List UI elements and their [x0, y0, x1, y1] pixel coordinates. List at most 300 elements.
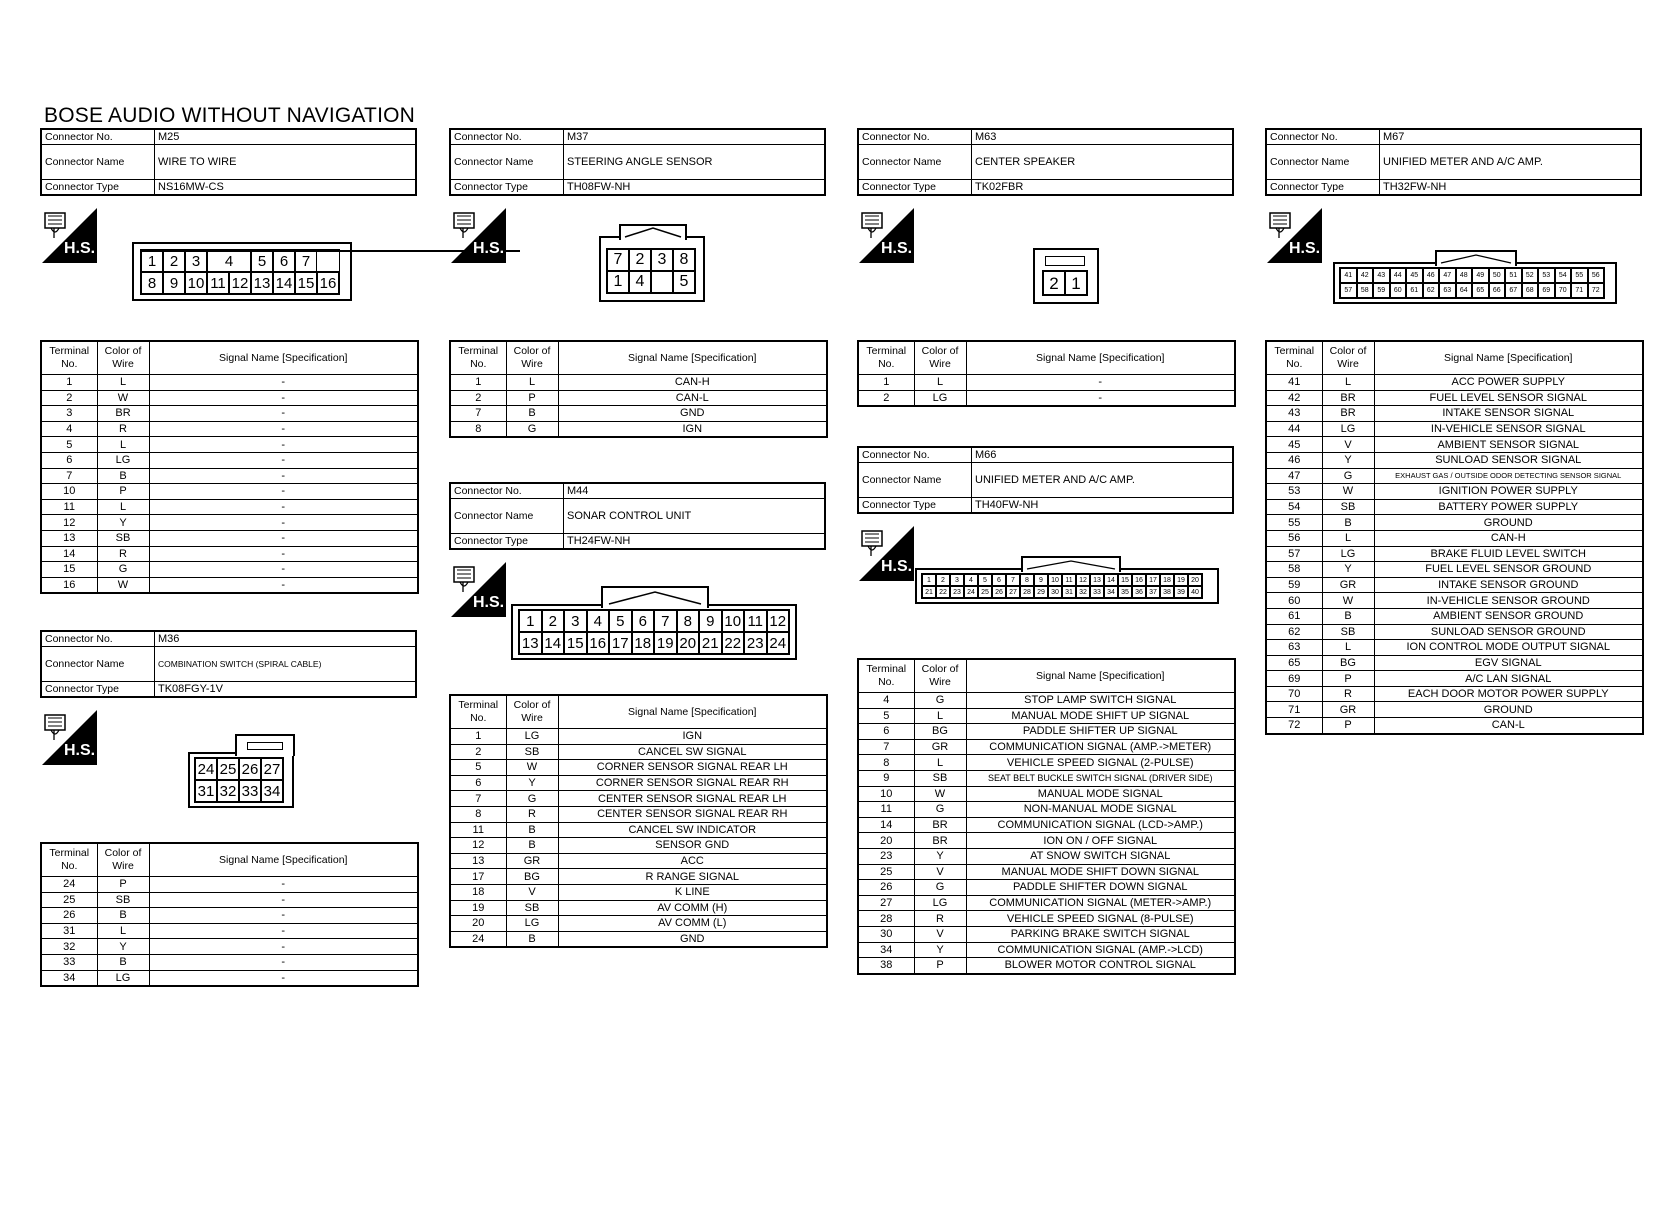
signal-name-header: Signal Name [Specification]	[966, 659, 1235, 693]
wire-color-cell: Y	[1322, 562, 1374, 578]
connector-housing	[1333, 262, 1617, 304]
pin-cell: 1	[1065, 271, 1087, 295]
table-row	[41, 452, 418, 468]
pin-cell: 53	[1538, 268, 1555, 283]
signal-name-cell: GROUND	[1374, 702, 1643, 718]
color-of-wire-header: Color of Wire	[97, 843, 149, 877]
table-row	[450, 916, 827, 932]
terminal-cell: 56	[1266, 530, 1322, 546]
terminal-cell: 69	[1266, 671, 1322, 687]
connector-m36	[40, 630, 417, 984]
wire-color-cell: GR	[506, 853, 558, 869]
pin-cell: 13	[251, 272, 273, 294]
pin-cell: 8	[141, 272, 163, 294]
signal-name-cell: CORNER SENSOR SIGNAL REAR RH	[558, 775, 827, 791]
pin-cell: 15	[1118, 574, 1132, 586]
pin-cell: 33	[239, 780, 261, 802]
pin-cell: 4	[629, 271, 651, 293]
table-row	[858, 817, 1235, 833]
wire-color-cell: BR	[97, 406, 149, 422]
pin-cell: 5	[673, 271, 695, 293]
connector-no-value: M36	[155, 631, 417, 647]
pin-cell: 42	[1357, 268, 1374, 283]
terminal-cell: 12	[450, 838, 506, 854]
wire-color-cell: Y	[914, 848, 966, 864]
pin-cell: 23	[744, 632, 767, 654]
signal-name-cell: A/C LAN SIGNAL	[1374, 671, 1643, 687]
harness-side-icon	[451, 562, 506, 617]
terminal-cell: 4	[858, 693, 914, 709]
harness-side-label: H.S.	[64, 240, 96, 257]
wire-color-cell: Y	[97, 515, 149, 531]
connector-no-value: M37	[564, 129, 826, 145]
wire-color-cell: P	[914, 958, 966, 974]
pin-cell: 19	[1174, 574, 1188, 586]
connector-latch	[619, 224, 687, 240]
connector-no-label: Connector No.	[450, 483, 564, 499]
connector-name-value: UNIFIED METER AND A/C AMP.	[1380, 145, 1642, 180]
connector-latch	[1435, 250, 1517, 266]
harness-side-icon	[42, 208, 97, 263]
signal-name-cell: -	[149, 515, 418, 531]
table-row	[41, 421, 418, 437]
pin-cell: 7	[1006, 574, 1020, 586]
harness-side-label: H.S.	[881, 240, 913, 257]
terminal-cell: 1	[450, 729, 506, 745]
harness-side-label: H.S.	[881, 558, 913, 575]
wire-color-cell: SB	[1322, 499, 1374, 515]
table-row	[1266, 530, 1643, 546]
connector-name-label: Connector Name	[1266, 145, 1380, 180]
table-row	[41, 468, 418, 484]
connector-type-label: Connector Type	[41, 180, 155, 196]
terminal-cell: 2	[450, 390, 506, 406]
pin-cell: 12	[1076, 574, 1090, 586]
signal-name-cell: -	[149, 923, 418, 939]
pin-cell: 14	[273, 272, 295, 294]
connector-type-label: Connector Type	[450, 180, 564, 196]
pin-cell: 14	[1104, 574, 1118, 586]
table-row	[450, 729, 827, 745]
signal-name-cell: -	[149, 577, 418, 593]
terminal-cell: 1	[41, 375, 97, 391]
signal-name-cell: AV COMM (L)	[558, 916, 827, 932]
connector-header	[40, 128, 417, 196]
table-row	[1266, 671, 1643, 687]
pin-cell: 21	[922, 586, 936, 598]
wire-color-cell: V	[914, 926, 966, 942]
signal-name-cell: COMMUNICATION SIGNAL (AMP.->LCD)	[966, 942, 1235, 958]
wire-color-cell: L	[914, 708, 966, 724]
pin-cell: 11	[1062, 574, 1076, 586]
harness-side-icon	[859, 526, 914, 581]
table-row	[41, 577, 418, 593]
connector-type-label: Connector Type	[858, 498, 972, 514]
signal-name-cell: COMMUNICATION SIGNAL (METER->AMP.)	[966, 895, 1235, 911]
pin-cell: 48	[1456, 268, 1473, 283]
connector-name-label: Connector Name	[858, 145, 972, 180]
pin-cell: 8	[1020, 574, 1034, 586]
connector-latch	[601, 586, 709, 608]
connector-name-row	[450, 499, 825, 534]
signal-name-cell: -	[149, 892, 418, 908]
wire-color-cell: V	[1322, 437, 1374, 453]
terminal-cell: 8	[858, 755, 914, 771]
signal-table-header	[450, 341, 827, 375]
signal-name-cell: AV COMM (H)	[558, 900, 827, 916]
connector-name-row	[450, 145, 825, 180]
pin-cell: 6	[273, 250, 295, 272]
connector-header	[857, 446, 1234, 514]
wire-color-cell: B	[506, 406, 558, 422]
terminal-cell: 1	[450, 375, 506, 391]
table-row	[1266, 390, 1643, 406]
signal-table	[449, 340, 828, 438]
signal-table	[1265, 340, 1644, 735]
table-row	[1266, 452, 1643, 468]
terminal-cell: 6	[858, 724, 914, 740]
wire-color-cell: B	[97, 468, 149, 484]
signal-name-header: Signal Name [Specification]	[149, 843, 418, 877]
table-row	[858, 786, 1235, 802]
wire-color-cell: L	[1322, 375, 1374, 391]
pin-cell: 25	[978, 586, 992, 598]
table-row	[41, 877, 418, 893]
pin-cell: 3	[950, 574, 964, 586]
terminal-cell: 20	[450, 916, 506, 932]
connector-m63	[857, 128, 1234, 404]
wire-color-cell: P	[1322, 718, 1374, 734]
harness-side-icon	[42, 710, 97, 765]
pin-cell: 13	[1090, 574, 1104, 586]
pin-cell: 60	[1390, 283, 1407, 298]
connector-housing	[599, 236, 705, 302]
signal-name-cell: -	[149, 877, 418, 893]
signal-name-cell: -	[966, 390, 1235, 406]
signal-name-header: Signal Name [Specification]	[149, 341, 418, 375]
pin-cell: 58	[1357, 283, 1374, 298]
pin-cell: 61	[1406, 283, 1423, 298]
harness-side-icon	[1267, 208, 1322, 263]
connector-type-row	[450, 180, 825, 196]
wire-color-cell: W	[97, 390, 149, 406]
pin-cell: 40	[1188, 586, 1202, 598]
terminal-no-header: Terminal No.	[858, 659, 914, 693]
color-of-wire-header: Color of Wire	[506, 695, 558, 729]
wire-color-cell: GR	[1322, 577, 1374, 593]
table-row	[1266, 608, 1643, 624]
harness-side-label: H.S.	[473, 594, 505, 611]
color-of-wire-header: Color of Wire	[914, 659, 966, 693]
table-row	[41, 375, 418, 391]
table-row	[450, 406, 827, 422]
wire-color-cell: L	[506, 375, 558, 391]
pin-cell: 1	[607, 271, 629, 293]
table-row	[1266, 437, 1643, 453]
color-of-wire-header: Color of Wire	[1322, 341, 1374, 375]
pin-cell: 2	[936, 574, 950, 586]
table-row	[858, 802, 1235, 818]
terminal-cell: 62	[1266, 624, 1322, 640]
signal-name-cell: GND	[558, 406, 827, 422]
table-row	[1266, 640, 1643, 656]
terminal-cell: 70	[1266, 686, 1322, 702]
signal-name-cell: SENSOR GND	[558, 838, 827, 854]
pin-cell: 11	[744, 610, 767, 632]
signal-name-cell: IGN	[558, 421, 827, 437]
signal-name-cell: -	[149, 970, 418, 986]
pin-cell: 26	[992, 586, 1006, 598]
connector-latch	[235, 734, 295, 756]
signal-name-cell: EXHAUST GAS / OUTSIDE ODOR DETECTING SENSOR SIGNAL	[1374, 468, 1643, 484]
signal-name-cell: IN-VEHICLE SENSOR SIGNAL	[1374, 421, 1643, 437]
wire-color-cell: SB	[1322, 624, 1374, 640]
pin-cell: 63	[1439, 283, 1456, 298]
connector-no-label: Connector No.	[858, 129, 972, 145]
signal-name-cell: ION ON / OFF SIGNAL	[966, 833, 1235, 849]
pin-cell: 1	[519, 610, 542, 632]
signal-table-header	[41, 341, 418, 375]
pin-cell: 66	[1489, 283, 1506, 298]
connector-no-label: Connector No.	[41, 129, 155, 145]
wire-color-cell: SB	[914, 770, 966, 786]
terminal-cell: 59	[1266, 577, 1322, 593]
wire-color-cell: Y	[1322, 452, 1374, 468]
page-title: BOSE AUDIO WITHOUT NAVIGATION	[44, 104, 416, 127]
wire-color-cell: G	[1322, 468, 1374, 484]
signal-name-cell: -	[149, 954, 418, 970]
pin-cell: 16	[317, 272, 339, 294]
terminal-cell: 16	[41, 577, 97, 593]
table-row	[858, 770, 1235, 786]
terminal-cell: 11	[450, 822, 506, 838]
pin-cell: 62	[1423, 283, 1440, 298]
signal-name-cell: IGNITION POWER SUPPLY	[1374, 484, 1643, 500]
harness-side-label: H.S.	[1289, 240, 1321, 257]
table-row	[450, 390, 827, 406]
wire-color-cell: L	[1322, 530, 1374, 546]
pin-cell: 2	[163, 250, 185, 272]
wire-color-cell: L	[914, 375, 966, 391]
table-row	[41, 515, 418, 531]
signal-table	[857, 658, 1236, 975]
pin-cell: 36	[1132, 586, 1146, 598]
pin-cell: 45	[1406, 268, 1423, 283]
signal-name-cell: -	[149, 390, 418, 406]
table-row	[41, 954, 418, 970]
terminal-cell: 15	[41, 562, 97, 578]
pin-cell	[651, 271, 673, 293]
connector-no-label: Connector No.	[1266, 129, 1380, 145]
terminal-cell: 9	[858, 770, 914, 786]
wire-color-cell: SB	[97, 892, 149, 908]
connector-name-value: STEERING ANGLE SENSOR	[564, 145, 826, 180]
table-row	[858, 708, 1235, 724]
table-row	[858, 848, 1235, 864]
signal-name-header: Signal Name [Specification]	[1374, 341, 1643, 375]
connector-name-row	[1266, 145, 1641, 180]
terminal-cell: 2	[41, 390, 97, 406]
pin-cell: 12	[229, 272, 251, 294]
table-row	[1266, 468, 1643, 484]
signal-name-cell: MANUAL MODE SHIFT UP SIGNAL	[966, 708, 1235, 724]
terminal-cell: 8	[450, 421, 506, 437]
pin-cell: 67	[1505, 283, 1522, 298]
signal-name-cell: CAN-H	[1374, 530, 1643, 546]
table-row	[858, 911, 1235, 927]
signal-name-cell: BATTERY POWER SUPPLY	[1374, 499, 1643, 515]
table-row	[41, 970, 418, 986]
pin-cell: 7	[295, 250, 317, 272]
wire-color-cell: L	[1322, 640, 1374, 656]
terminal-cell: 11	[41, 499, 97, 515]
signal-name-cell: SUNLOAD SENSOR GROUND	[1374, 624, 1643, 640]
table-row	[450, 900, 827, 916]
table-row	[858, 942, 1235, 958]
table-row	[450, 806, 827, 822]
connector-name-value: WIRE TO WIRE	[155, 145, 417, 180]
connector-no-row	[858, 447, 1233, 463]
terminal-cell: 2	[858, 390, 914, 406]
terminal-cell: 65	[1266, 655, 1322, 671]
terminal-cell: 42	[1266, 390, 1322, 406]
connector-type-value: TK02FBR	[972, 180, 1234, 196]
pin-cell: 50	[1489, 268, 1506, 283]
pin-cell: 5	[609, 610, 632, 632]
wire-color-cell: P	[506, 390, 558, 406]
connector-name-row	[41, 647, 416, 682]
signal-name-cell: PARKING BRAKE SWITCH SIGNAL	[966, 926, 1235, 942]
color-of-wire-header: Color of Wire	[506, 341, 558, 375]
terminal-cell: 17	[450, 869, 506, 885]
signal-name-cell: -	[966, 375, 1235, 391]
wire-color-cell: B	[97, 908, 149, 924]
signal-name-cell: -	[149, 406, 418, 422]
terminal-cell: 54	[1266, 499, 1322, 515]
connector-housing	[511, 604, 797, 660]
signal-name-cell: GROUND	[1374, 515, 1643, 531]
connector-type-value: TH40FW-NH	[972, 498, 1234, 514]
pin-cell: 4	[207, 250, 251, 272]
pin-cell: 31	[195, 780, 217, 802]
connector-type-row	[41, 180, 416, 196]
connector-name-label: Connector Name	[450, 145, 564, 180]
signal-name-cell: -	[149, 499, 418, 515]
color-of-wire-header: Color of Wire	[914, 341, 966, 375]
connector-housing	[188, 752, 294, 808]
pin-cell: 28	[1020, 586, 1034, 598]
terminal-cell: 10	[858, 786, 914, 802]
signal-table-header	[450, 695, 827, 729]
connector-no-row	[41, 631, 416, 647]
terminal-cell: 27	[858, 895, 914, 911]
signal-name-cell: CORNER SENSOR SIGNAL REAR LH	[558, 760, 827, 776]
connector-header	[449, 128, 826, 196]
signal-name-cell: PADDLE SHIFTER UP SIGNAL	[966, 724, 1235, 740]
wire-color-cell: W	[1322, 484, 1374, 500]
wire-color-cell: BG	[506, 869, 558, 885]
connector-name-value: SONAR CONTROL UNIT	[564, 499, 826, 534]
pin-cell: 22	[936, 586, 950, 598]
pin-cell: 44	[1390, 268, 1407, 283]
connector-name-label: Connector Name	[41, 145, 155, 180]
table-row	[858, 880, 1235, 896]
wire-color-cell: B	[506, 931, 558, 947]
connector-housing	[915, 568, 1219, 604]
wire-color-cell: L	[914, 755, 966, 771]
terminal-cell: 63	[1266, 640, 1322, 656]
terminal-no-header: Terminal No.	[450, 695, 506, 729]
pin-cell: 41	[1340, 268, 1357, 283]
signal-name-cell: SUNLOAD SENSOR SIGNAL	[1374, 452, 1643, 468]
signal-table-header	[41, 843, 418, 877]
wire-color-cell: B	[97, 954, 149, 970]
table-row	[450, 760, 827, 776]
connector-no-row	[41, 129, 416, 145]
pin-cell: 5	[251, 250, 273, 272]
connector-housing	[132, 242, 352, 301]
table-row	[41, 546, 418, 562]
pin-cell: 16	[587, 632, 610, 654]
connector-type-label: Connector Type	[450, 534, 564, 550]
pin-cell: 10	[1048, 574, 1062, 586]
pin-cell: 47	[1439, 268, 1456, 283]
table-row	[858, 724, 1235, 740]
terminal-cell: 28	[858, 911, 914, 927]
pin-cell: 9	[699, 610, 722, 632]
pin-cell: 68	[1522, 283, 1539, 298]
terminal-cell: 6	[41, 452, 97, 468]
table-row	[1266, 499, 1643, 515]
connector-type-row	[858, 180, 1233, 196]
connector-no-value: M25	[155, 129, 417, 145]
table-row	[41, 499, 418, 515]
table-row	[450, 775, 827, 791]
harness-side-icon	[859, 208, 914, 263]
connector-m25	[40, 128, 417, 592]
signal-name-cell: R RANGE SIGNAL	[558, 869, 827, 885]
terminal-cell: 6	[450, 775, 506, 791]
wire-color-cell: P	[97, 877, 149, 893]
connector-name-row	[858, 145, 1233, 180]
terminal-cell: 18	[450, 884, 506, 900]
terminal-no-header: Terminal No.	[450, 341, 506, 375]
pin-cell: 39	[1174, 586, 1188, 598]
pin-cell: 6	[992, 574, 1006, 586]
terminal-cell: 46	[1266, 452, 1322, 468]
terminal-cell: 11	[858, 802, 914, 818]
connector-m44	[449, 482, 826, 946]
terminal-cell: 8	[450, 806, 506, 822]
table-row	[1266, 375, 1643, 391]
signal-name-cell: CENTER SENSOR SIGNAL REAR RH	[558, 806, 827, 822]
pin-cell: 20	[677, 632, 700, 654]
signal-name-cell: IGN	[558, 729, 827, 745]
wire-color-cell: P	[1322, 671, 1374, 687]
pin-cell: 29	[1034, 586, 1048, 598]
table-row	[1266, 718, 1643, 734]
table-row	[858, 739, 1235, 755]
terminal-cell: 24	[450, 931, 506, 947]
terminal-cell: 43	[1266, 406, 1322, 422]
pin-cell: 9	[1034, 574, 1048, 586]
wire-color-cell: G	[914, 693, 966, 709]
terminal-cell: 30	[858, 926, 914, 942]
signal-name-cell: -	[149, 452, 418, 468]
terminal-no-header: Terminal No.	[1266, 341, 1322, 375]
table-row	[858, 390, 1235, 406]
terminal-cell: 61	[1266, 608, 1322, 624]
